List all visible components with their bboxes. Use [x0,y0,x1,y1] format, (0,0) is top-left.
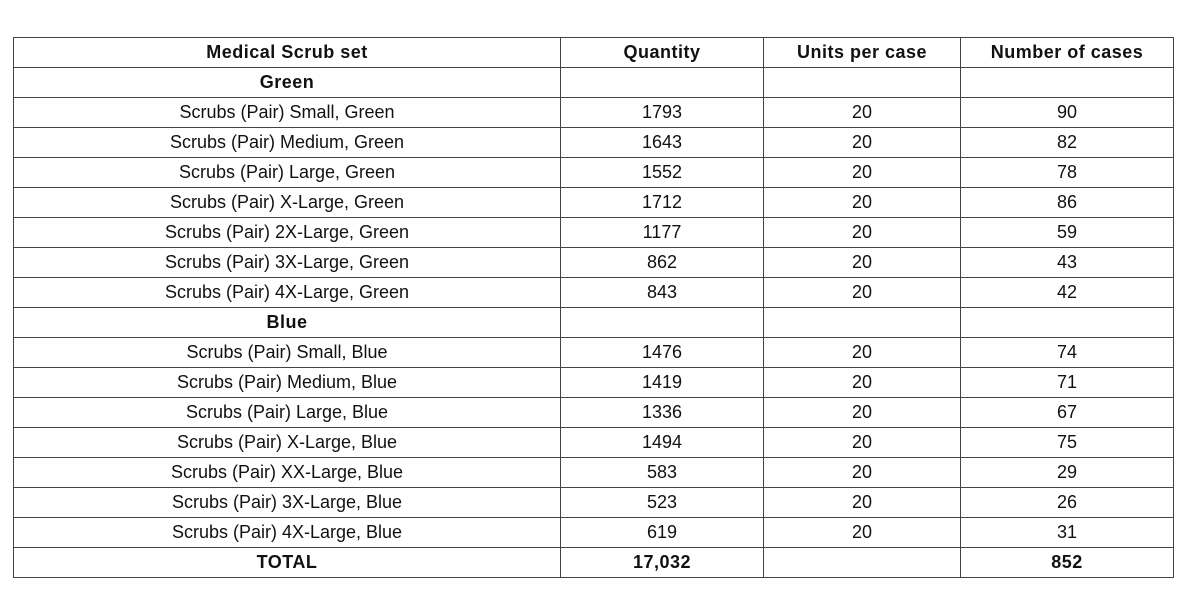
table-row [14,518,1174,548]
units-per-case-cell: 20 [764,248,961,278]
number-of-cases-cell: 42 [961,278,1174,308]
scrub-set-cell: Scrubs (Pair) Large, Blue [14,398,561,428]
scrub-set-cell: Scrubs (Pair) Small, Blue [14,338,561,368]
quantity-cell: 1336 [561,398,764,428]
quantity-cell: 619 [561,518,764,548]
quantity-cell: 1552 [561,158,764,188]
number-of-cases-cell: 67 [961,398,1174,428]
group-label: Green [14,68,561,98]
number-of-cases-cell: 59 [961,218,1174,248]
quantity-cell: 1177 [561,218,764,248]
units-per-case-cell: 20 [764,488,961,518]
quantity-cell: 523 [561,488,764,518]
number-of-cases-cell: 31 [961,518,1174,548]
table-row [14,188,1174,218]
number-of-cases-cell: 71 [961,368,1174,398]
table-row [14,248,1174,278]
empty-cell [764,68,961,98]
total-number-of-cases: 852 [961,548,1174,578]
scrub-set-cell: Scrubs (Pair) XX-Large, Blue [14,458,561,488]
scrub-set-cell: Scrubs (Pair) 3X-Large, Blue [14,488,561,518]
empty-cell [561,308,764,338]
quantity-cell: 862 [561,248,764,278]
empty-cell [764,308,961,338]
group-header-row [14,308,1174,338]
header-scrub-set: Medical Scrub set [14,38,561,68]
table-row [14,128,1174,158]
table-row [14,398,1174,428]
header-units-per-case: Units per case [764,38,961,68]
table-row [14,338,1174,368]
units-per-case-cell: 20 [764,128,961,158]
total-quantity: 17,032 [561,548,764,578]
quantity-cell: 583 [561,458,764,488]
scrub-set-cell: Scrubs (Pair) 2X-Large, Green [14,218,561,248]
units-per-case-cell: 20 [764,218,961,248]
number-of-cases-cell: 78 [961,158,1174,188]
table-row [14,368,1174,398]
scrub-set-cell: Scrubs (Pair) X-Large, Blue [14,428,561,458]
table-row [14,158,1174,188]
units-per-case-cell: 20 [764,398,961,428]
header-number-of-cases: Number of cases [961,38,1174,68]
quantity-cell: 1643 [561,128,764,158]
quantity-cell: 1494 [561,428,764,458]
number-of-cases-cell: 86 [961,188,1174,218]
header-quantity: Quantity [561,38,764,68]
empty-cell [561,68,764,98]
scrub-set-cell: Scrubs (Pair) 4X-Large, Blue [14,518,561,548]
table-row [14,218,1174,248]
quantity-cell: 1793 [561,98,764,128]
number-of-cases-cell: 43 [961,248,1174,278]
number-of-cases-cell: 90 [961,98,1174,128]
total-label: TOTAL [14,548,561,578]
table-row [14,488,1174,518]
scrub-set-cell: Scrubs (Pair) 4X-Large, Green [14,278,561,308]
units-per-case-cell: 20 [764,368,961,398]
units-per-case-cell: 20 [764,458,961,488]
units-per-case-cell: 20 [764,98,961,128]
empty-cell [961,68,1174,98]
number-of-cases-cell: 29 [961,458,1174,488]
table-row [14,98,1174,128]
quantity-cell: 1419 [561,368,764,398]
units-per-case-cell: 20 [764,428,961,458]
total-row [14,548,1174,578]
total-units-per-case [764,548,961,578]
table-row [14,458,1174,488]
scrub-set-cell: Scrubs (Pair) Medium, Green [14,128,561,158]
units-per-case-cell: 20 [764,338,961,368]
units-per-case-cell: 20 [764,188,961,218]
scrub-set-cell: Scrubs (Pair) Small, Green [14,98,561,128]
scrub-set-cell: Scrubs (Pair) 3X-Large, Green [14,248,561,278]
units-per-case-cell: 20 [764,518,961,548]
table-row [14,278,1174,308]
number-of-cases-cell: 74 [961,338,1174,368]
number-of-cases-cell: 26 [961,488,1174,518]
header-row [14,38,1174,68]
table-row [14,428,1174,458]
quantity-cell: 843 [561,278,764,308]
quantity-cell: 1712 [561,188,764,218]
scrub-set-cell: Scrubs (Pair) X-Large, Green [14,188,561,218]
scrub-set-cell: Scrubs (Pair) Large, Green [14,158,561,188]
group-header-row [14,68,1174,98]
scrub-inventory-table [13,37,1174,578]
units-per-case-cell: 20 [764,278,961,308]
scrub-set-cell: Scrubs (Pair) Medium, Blue [14,368,561,398]
empty-cell [961,308,1174,338]
units-per-case-cell: 20 [764,158,961,188]
quantity-cell: 1476 [561,338,764,368]
number-of-cases-cell: 82 [961,128,1174,158]
group-label: Blue [14,308,561,338]
number-of-cases-cell: 75 [961,428,1174,458]
